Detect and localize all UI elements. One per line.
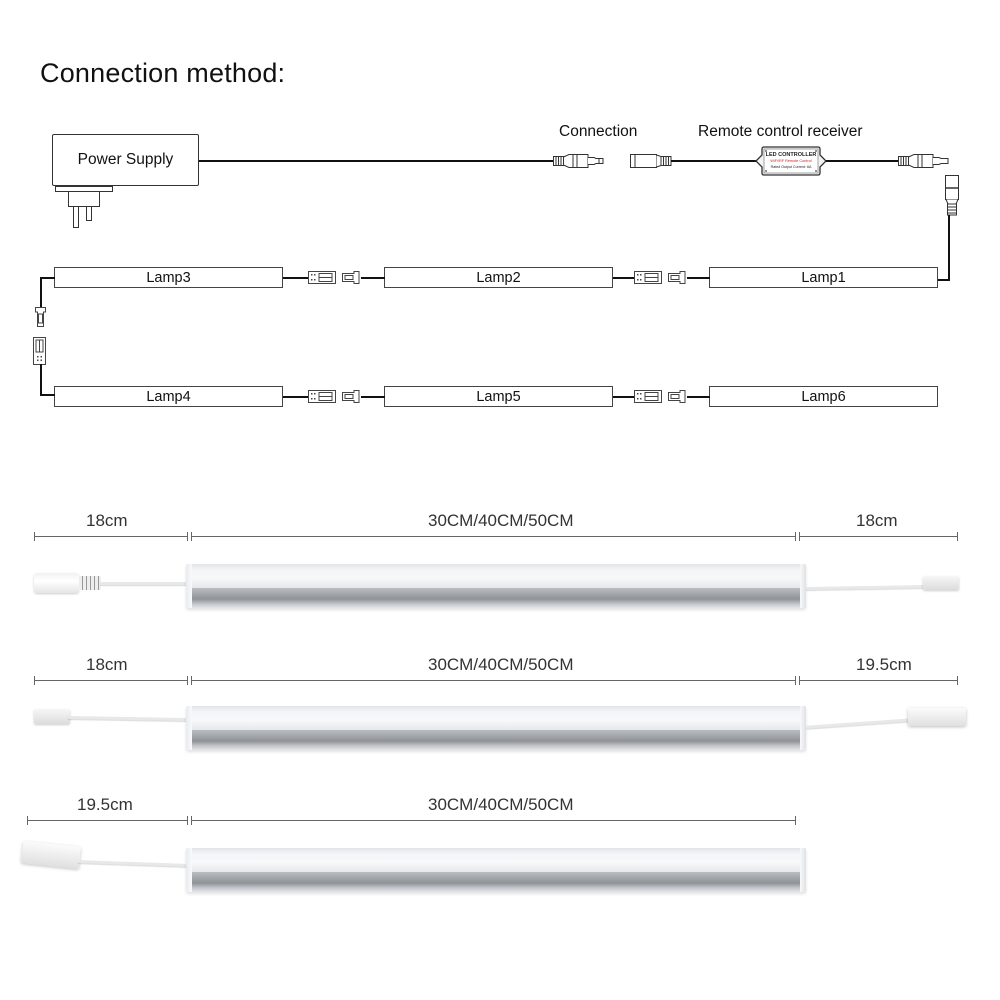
mini-connector-photo-left xyxy=(34,709,70,724)
dim-3-middle: 30CM/40CM/50CM xyxy=(428,795,574,814)
controller-rating: Rated Output Current: 6A xyxy=(770,165,812,169)
controller-title: LED CONTROLLER xyxy=(765,152,817,158)
dc-female-plug-icon xyxy=(630,151,675,171)
dim-1-right-line xyxy=(799,536,957,537)
cable-left xyxy=(78,860,188,867)
dc-female-plug-vertical-icon xyxy=(944,175,960,221)
wire-to-lamp1-h xyxy=(937,279,950,281)
connection-label: Connection xyxy=(559,123,638,140)
dim-1-middle-line xyxy=(191,536,795,537)
dim-2-middle: 30CM/40CM/50CM xyxy=(428,655,574,674)
mini-connector-photo-left xyxy=(21,841,81,869)
dim-2-left-line xyxy=(34,680,187,681)
dim-3-left: 19.5cm xyxy=(77,795,133,814)
mini-male-connector-icon xyxy=(668,390,688,403)
dim-2-right: 19.5cm xyxy=(856,655,912,674)
wire-lamp3-down xyxy=(40,277,55,279)
dim-2-right-line xyxy=(799,680,957,681)
power-plug-icon xyxy=(55,186,115,232)
lamp3-lamp2-connector xyxy=(283,268,385,288)
lamp-5 xyxy=(384,386,613,407)
dim-1-left: 18cm xyxy=(86,511,128,530)
mini-male-connector-icon xyxy=(668,271,688,284)
dim-1-middle: 30CM/40CM/50CM xyxy=(428,511,574,530)
dim-2-middle-line xyxy=(191,680,795,681)
dc-female-plug-photo xyxy=(34,573,104,593)
lamp-5-label: Lamp5 xyxy=(476,388,521,405)
led-bar-1 xyxy=(186,564,806,608)
lamp-6-label: Lamp6 xyxy=(801,388,846,405)
dc-male-plug-output-icon xyxy=(898,151,953,171)
cable-right xyxy=(806,585,926,590)
lamp4-lamp5-connector xyxy=(283,387,385,407)
wire-lamp4-vertical xyxy=(40,364,42,396)
mini-connector-photo-right xyxy=(908,708,966,726)
wire-lamp3-vertical xyxy=(40,277,42,309)
led-bar-3 xyxy=(186,848,806,892)
lamp-1 xyxy=(709,267,938,288)
led-bar-2 xyxy=(186,706,806,750)
lamp-2-label: Lamp2 xyxy=(476,269,521,286)
dimension-row-1 xyxy=(0,500,1000,620)
lamp-6 xyxy=(709,386,938,407)
cable-right xyxy=(806,718,912,728)
lamp-4-label: Lamp4 xyxy=(146,388,191,405)
remote-control-receiver xyxy=(755,145,827,177)
wire-to-controller xyxy=(671,160,757,162)
power-supply-label: Power Supply xyxy=(77,151,174,168)
lamp-3-label: Lamp3 xyxy=(146,269,191,286)
mini-female-connector-vertical-icon xyxy=(33,337,47,365)
page-title: Connection method: xyxy=(40,58,286,88)
dc-male-plug-icon xyxy=(553,151,608,171)
mini-female-connector-icon xyxy=(308,271,336,284)
dim-2-left: 18cm xyxy=(86,655,128,674)
mini-connector-photo xyxy=(923,576,959,590)
connection-diagram xyxy=(0,0,1000,440)
mini-male-connector-icon xyxy=(342,390,362,403)
controller-subtitle: WiFi/RF Remote Control xyxy=(770,159,812,163)
lamp5-lamp6-connector xyxy=(613,387,710,407)
lamp2-lamp1-connector xyxy=(613,268,710,288)
dimension-row-3 xyxy=(0,782,1000,902)
mini-male-connector-vertical-icon xyxy=(33,307,48,327)
dim-3-middle-line xyxy=(191,820,795,821)
receiver-label: Remote control receiver xyxy=(698,123,863,140)
dim-1-right: 18cm xyxy=(856,511,898,530)
dim-3-left-line xyxy=(27,820,187,821)
lamp-1-label: Lamp1 xyxy=(801,269,846,286)
wire-psu xyxy=(199,160,556,162)
mini-female-connector-icon xyxy=(634,271,662,284)
wire-to-lamp1 xyxy=(948,215,950,281)
mini-female-connector-icon xyxy=(308,390,336,403)
mini-male-connector-icon xyxy=(342,271,362,284)
mini-female-connector-icon xyxy=(634,390,662,403)
lamp-2 xyxy=(384,267,613,288)
wire-from-controller xyxy=(826,160,900,162)
dim-1-left-line xyxy=(34,536,187,537)
wire-lamp4-h xyxy=(40,394,55,396)
cable-left xyxy=(100,582,188,585)
lamp-4 xyxy=(54,386,283,407)
cable-left xyxy=(68,716,188,721)
dimension-row-2 xyxy=(0,642,1000,762)
lamp-3 xyxy=(54,267,283,288)
